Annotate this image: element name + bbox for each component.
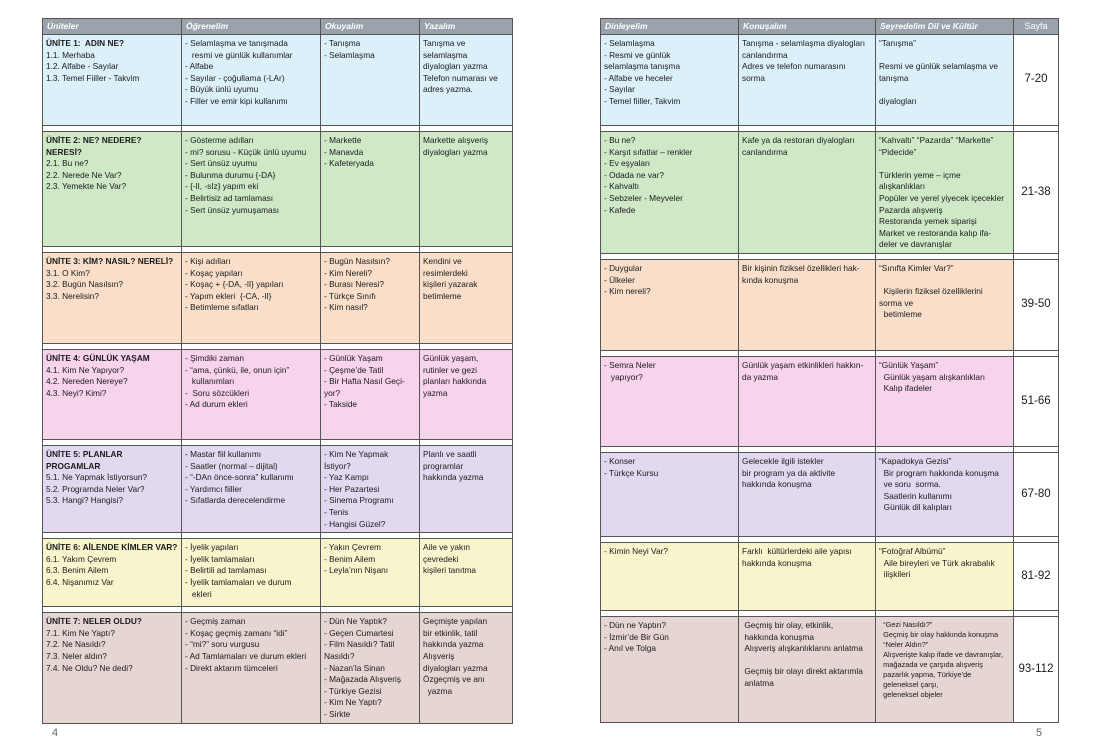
table-row	[601, 452, 1059, 536]
header-seyredelim: Seyredelim Dil ve Kültür	[876, 19, 1014, 35]
unit-items: 6.1. Yakım Çevrem 6.3. Benim Ailem 6.4. Nişanımız Var	[46, 553, 117, 587]
unit-cell	[43, 539, 182, 607]
table-row	[43, 132, 513, 247]
sayfa-cell: 7-20	[1014, 35, 1059, 126]
yazalim-cell: Planlı ve saatli programlar hakkında yazma	[420, 446, 513, 533]
seyredelim-cell: “Kapadokya Gezisi” Bir program hakkında konuşma ve soru sorma. Saatlerin kullanımı Günlük dil kalıpları	[876, 452, 1014, 536]
table-row	[43, 446, 513, 533]
table-row	[601, 616, 1059, 722]
unit-title: ÜNİTE 4: GÜNLÜK YAŞAM	[46, 353, 150, 363]
seyredelim-cell: “Fotoğraf Albümü” Aile bireyleri ve Türk akrabalık ilişkileri	[876, 542, 1014, 610]
konusalim-cell: Tanışma - selamlaşma diyalogları canlandırma Adres ve telefon numarasını sorma	[739, 35, 876, 126]
dinleyelim-cell: - Selamlaşma - Resmi ve günlük selamlaşma tanışma - Alfabe ve heceler - Sayılar - Temel fiiller, Takvim	[601, 35, 739, 126]
left-header-row	[43, 19, 513, 35]
konusalim-cell: Farklı kültürlerdeki aile yapısı hakkında konuşma	[739, 542, 876, 610]
ogrenelim-cell: - Şimdiki zaman - “ama, çünkü, ile, onun için” kullanımları - Soru sözcükleri - Ad durum ekleri	[182, 350, 321, 440]
sayfa-cell: 51-66	[1014, 356, 1059, 446]
okuyalim-cell: - Yakın Çevrem - Benim Ailem - Leyla’nın Nişanı	[321, 539, 420, 607]
table-row	[601, 542, 1059, 610]
sayfa-cell: 93-112	[1014, 616, 1059, 722]
sayfa-cell: 67-80	[1014, 452, 1059, 536]
okuyalim-cell: - Günlük Yaşam - Çeşme’de Tatil - Bir Hafta Nasıl Geçi- yor? - Takside	[321, 350, 420, 440]
sayfa-cell: 39-50	[1014, 259, 1059, 350]
header-yazalim: Yazalım	[420, 19, 513, 35]
seyredelim-cell: “Tanışma” Resmi ve günlük selamlaşma ve tanışma diyalogları	[876, 35, 1014, 126]
table-row	[601, 259, 1059, 350]
dinleyelim-cell: - Duygular - Ülkeler - Kim nereli?	[601, 259, 739, 350]
konusalim-cell: Günlük yaşam etkinlikleri hakkın- da yazma	[739, 356, 876, 446]
seyredelim-cell: “Gezi Nasıldı?” Geçmiş bir olay hakkında konuşma “Neler Aldın?” Alışverişte kalıp ifade ve davranışlar, mağazada ve çarşıda alışveriş pazarlık yapma, Türkiye’de geleneksel çarşı, geleneksel objeler	[876, 616, 1014, 722]
unit-title: ÜNİTE 7: NELER OLDU?	[46, 616, 142, 627]
dinleyelim-cell: - Semra Neler yapıyor?	[601, 356, 739, 446]
yazalim-cell: Geçmişte yapılan bir etkinlik, tatil hakkında yazma Alışveriş diyalogları yazma Özgeçmiş ve anı yazma	[420, 613, 513, 723]
unit-cell	[43, 350, 182, 440]
unit-title: ÜNİTE 3: KİM? NASIL? NERELİ?	[46, 256, 174, 266]
header-dinleyelim: Dinleyelim	[601, 19, 739, 35]
seyredelim-cell: “Günlük Yaşam” Günlük yaşam alışkanlıkları Kalıp ifadeler	[876, 356, 1014, 446]
unit-title: ÜNİTE 6: AİLENDE KİMLER VAR?	[46, 542, 178, 553]
yazalim-cell: Aile ve yakın çevredeki kişileri tanıtma	[420, 539, 513, 607]
ogrenelim-cell: - Kişi adılları - Koşaç yapıları - Koşaç + {-DA, -lI} yapıları - Yapım ekleri {-CA, -lI} - Betimleme sıfatları	[182, 253, 321, 344]
konusalim-cell: Bir kişinin fiziksel özellikleri hak- kında konuşma	[739, 259, 876, 350]
header-ogrenelim: Öğrenelim	[182, 19, 321, 35]
table-row	[601, 35, 1059, 126]
unit-cell	[43, 132, 182, 247]
unit-cell	[43, 35, 182, 126]
ogrenelim-cell: - Geçmiş zaman - Koşaç geçmiş zamanı “idi” - “mi?” soru vurgusu - Ad Tamlamaları ve durum ekleri - Direkt aktarım tümceleri	[182, 613, 321, 723]
header-konusalim: Konuşalım	[739, 19, 876, 35]
unit-cell	[43, 613, 182, 723]
konusalim-cell: Geçmiş bir olay, etkinlik, hakkında konuşma Alışveriş alışkanlıklarını anlatma Geçmiş bir olayı direkt aktarımla anlatma	[739, 616, 876, 722]
dinleyelim-cell: - Kimin Neyi Var?	[601, 542, 739, 610]
unit-items: 2.1. Bu ne? 2.2. Nerede Ne Var? 2.3. Yemekte Ne Var?	[46, 158, 127, 192]
right-header-row	[601, 19, 1059, 35]
page-number-left: 4	[52, 727, 59, 739]
header-okuyalim: Okuyalım	[321, 19, 420, 35]
dinleyelim-cell: - Dün ne Yaptın? - İzmir’de Bir Gün - Anıl ve Tolga	[601, 616, 739, 722]
dinleyelim-cell: - Konser - Türkçe Kursu	[601, 452, 739, 536]
okuyalim-cell: - Bugün Nasılsın? - Kim Nereli? - Burası Neresi? - Türkçe Sınıfı - Kim nasıl?	[321, 253, 420, 344]
sayfa-cell: 21-38	[1014, 132, 1059, 254]
konusalim-cell: Gelecekle ilgili istekler bir program ya da aktivite hakkında konuşma	[739, 452, 876, 536]
header-sayfa: Sayfa	[1014, 19, 1059, 35]
unit-items: 3.1. O Kim? 3.2. Bugün Nasılsın? 3.3. Nerelisin?	[46, 267, 124, 301]
yazalim-cell: Tanışma ve selamlaşma diyalogları yazma Telefon numarası ve adres yazma.	[420, 35, 513, 126]
okuyalim-cell: - Kim Ne Yapmak İstiyor? - Yaz Kampı - Her Pazartesi - Sinema Programı - Tenis - Hangisi Güzel?	[321, 446, 420, 533]
okuyalim-cell: - Markette - Manavda - Kafeteryada	[321, 132, 420, 247]
page-number-right: 5	[1036, 727, 1043, 739]
okuyalim-cell: - Tanışma - Selamlaşma	[321, 35, 420, 126]
table-row	[601, 356, 1059, 446]
unit-title: ÜNİTE 2: NE? NEDERE? NERESİ?	[46, 135, 144, 157]
unit-cell	[43, 446, 182, 533]
header-uniteler: Üniteler	[43, 19, 182, 35]
konusalim-cell: Kafe ya da restoran diyalogları canlandırma	[739, 132, 876, 254]
table-row	[43, 613, 513, 723]
yazalim-cell: Markette alışveriş diyalogları yazma	[420, 132, 513, 247]
sayfa-cell: 81-92	[1014, 542, 1059, 610]
right-table	[600, 18, 1059, 723]
ogrenelim-cell: - Selamlaşma ve tanışmada resmi ve günlük kullanımlar - Alfabe - Sayılar - çoğullama (-LAr) - Büyük ünlü uyumu - Filler ve emir kipi kullanımı	[182, 35, 321, 126]
unit-items: 1.1. Merhaba 1.2. Alfabe - Sayılar 1.3. Temel Fiiller - Takvim	[46, 49, 140, 83]
dinleyelim-cell: - Bu ne? - Karşıt sıfatlar – renkler - Ev eşyaları - Odada ne var? - Kahvaltı - Sebzeler - Meyveler - Kafede	[601, 132, 739, 254]
unit-items: 4.1. Kim Ne Yapıyor? 4.2. Nereden Nereye? 4.3. Neyi? Kimi?	[46, 364, 128, 398]
table-row	[601, 132, 1059, 254]
ogrenelim-cell: - Mastar fiil kullanımı - Saatler (normal – dijital) - “-DAn önce-sonra” kullanımı - Yardımcı fiiller - Sıfatlarda derecelendirme	[182, 446, 321, 533]
yazalim-cell: Günlük yaşam, rutinler ve gezi planları hakkında yazma	[420, 350, 513, 440]
okuyalim-cell: - Dün Ne Yaptık? - Geçen Cumartesi - Film Nasıldı? Tatil Nasıldı? - Nazan’la Sinan - Mağazada Alışveriş - Türkiye Gezisi - Kim Ne Yaptı? - Sirkte	[321, 613, 420, 723]
ogrenelim-cell: - Gösterme adılları - mi? sorusu - Küçük ünlü uyumu - Sert ünsüz uyumu - Bulunma durumu {-DA} - {-lI, -sIz} yapım eki - Belirtisiz ad tamlaması - Sert ünsüz yumuşaması	[182, 132, 321, 247]
unit-cell	[43, 253, 182, 344]
unit-title: ÜNİTE 1: ADIN NE?	[46, 38, 125, 48]
table-row	[43, 35, 513, 126]
left-table	[42, 18, 513, 724]
seyredelim-cell: “Kahvaltı” “Pazarda” “Markette” “Pidecide” Türklerin yeme – içme alışkanlıkları Popüler ve yerel yiyecek içecekler Pazarda alışveriş Restoranda yemek siparişi Market ve restoranda kalıp ifa- deler ve davranışlar	[876, 132, 1014, 254]
seyredelim-cell: “Sınıfta Kimler Var?” Kişilerin fiziksel özelliklerini sorma ve betimleme	[876, 259, 1014, 350]
unit-title: ÜNİTE 5: PLANLAR PROGAMLAR	[46, 449, 125, 471]
unit-items: 7.1. Kim Ne Yaptı? 7.2. Ne Nasıldı? 7.3. Neler aldın? 7.4. Ne Oldu? Ne dedi?	[46, 627, 133, 673]
table-row	[43, 350, 513, 440]
unit-items: 5.1. Ne Yapmak İstiyorsun? 5.2. Programda Neler Var? 5.3. Hangi? Hangisi?	[46, 472, 148, 506]
ogrenelim-cell: - İyelik yapıları - İyelik tamlamaları - Belirtili ad tamlaması - İyelik tamlamaları ve durum ekleri	[182, 539, 321, 607]
table-row	[43, 539, 513, 607]
yazalim-cell: Kendini ve resimlerdeki kişileri yazarak betimleme	[420, 253, 513, 344]
table-row	[43, 253, 513, 344]
